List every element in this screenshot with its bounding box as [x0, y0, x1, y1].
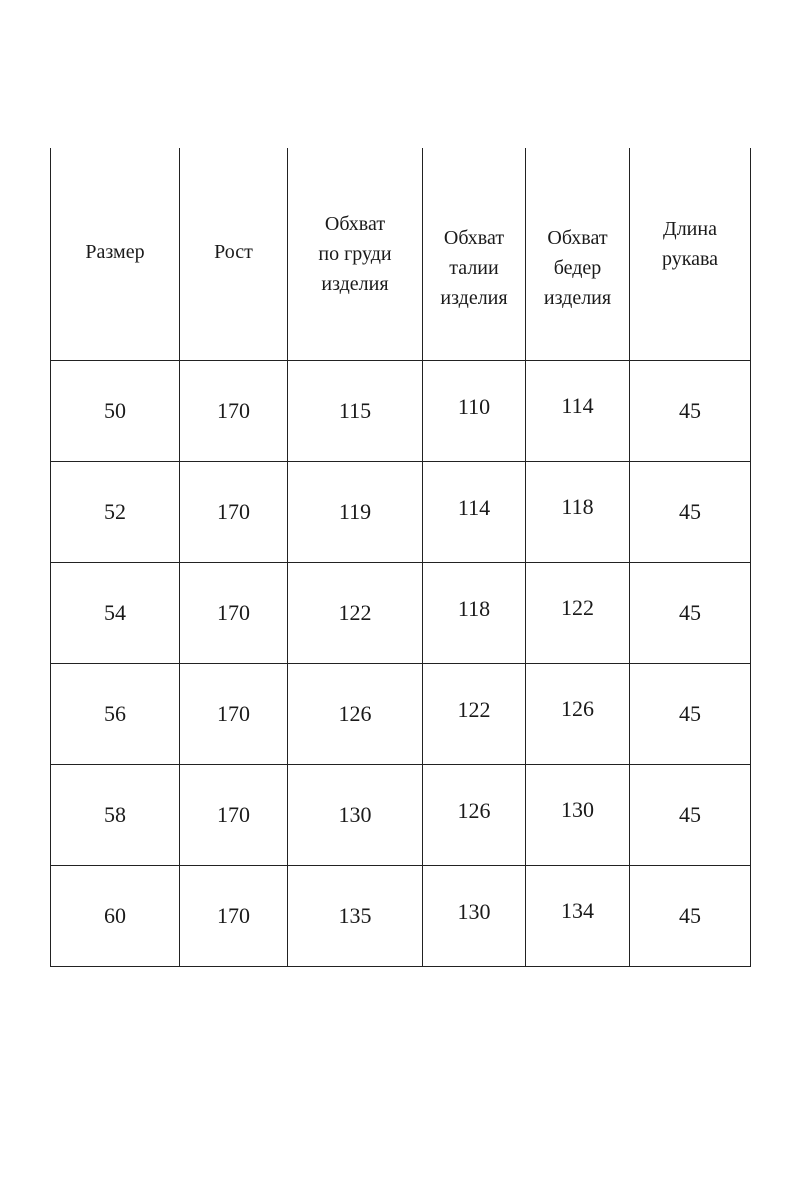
cell-value: 135 — [338, 903, 372, 928]
cell-value: 122 — [561, 595, 594, 620]
cell-chest — [288, 361, 423, 462]
table-row — [51, 563, 751, 664]
cell-value: 45 — [679, 600, 701, 625]
cell-value: 126 — [457, 798, 491, 823]
cell-value: 58 — [104, 802, 126, 827]
cell-sleeve — [630, 664, 751, 765]
cell-height — [180, 664, 288, 765]
cell-value: 45 — [679, 701, 701, 726]
cell-value: 122 — [338, 600, 372, 625]
cell-hips — [526, 765, 630, 866]
cell-value: 45 — [679, 398, 701, 423]
cell-size — [51, 765, 180, 866]
header-chest-line-1: Обхват — [324, 213, 386, 235]
header-size — [51, 148, 180, 361]
cell-chest — [288, 664, 423, 765]
cell-value: 170 — [217, 499, 250, 524]
header-sleeve — [630, 148, 751, 361]
cell-chest — [288, 462, 423, 563]
cell-value: 130 — [457, 899, 491, 924]
header-waist-line-3: изделия — [440, 287, 508, 309]
table-body — [51, 361, 751, 967]
cell-hips — [526, 664, 630, 765]
cell-height — [180, 462, 288, 563]
cell-chest — [288, 563, 423, 664]
cell-sleeve — [630, 361, 751, 462]
cell-value: 130 — [561, 797, 594, 822]
cell-value: 170 — [217, 701, 250, 726]
header-sleeve-line-1: Длина — [663, 218, 717, 240]
cell-waist — [423, 664, 526, 765]
table-header — [51, 148, 751, 361]
cell-value: 118 — [457, 596, 491, 621]
cell-value: 170 — [217, 600, 250, 625]
header-chest-line-3: изделия — [321, 273, 389, 295]
cell-value: 45 — [679, 499, 701, 524]
table-row — [51, 765, 751, 866]
cell-waist — [423, 866, 526, 967]
header-waist-line-1: Обхват — [443, 227, 505, 249]
cell-hips — [526, 462, 630, 563]
cell-sleeve — [630, 866, 751, 967]
cell-sleeve — [630, 563, 751, 664]
cell-value: 130 — [338, 802, 372, 827]
header-hips-line-1: Обхват — [547, 227, 608, 249]
cell-value: 119 — [338, 499, 372, 524]
cell-value: 126 — [561, 696, 594, 721]
header-row — [51, 148, 751, 361]
cell-waist — [423, 765, 526, 866]
cell-value: 52 — [104, 499, 126, 524]
cell-hips — [526, 866, 630, 967]
cell-value: 114 — [561, 393, 594, 418]
cell-hips — [526, 361, 630, 462]
cell-size — [51, 563, 180, 664]
cell-waist — [423, 361, 526, 462]
cell-waist — [423, 462, 526, 563]
cell-size — [51, 462, 180, 563]
cell-chest — [288, 866, 423, 967]
cell-sleeve — [630, 765, 751, 866]
header-waist-line-2: талии — [449, 257, 499, 279]
cell-height — [180, 563, 288, 664]
header-waist — [423, 148, 526, 361]
cell-chest — [288, 765, 423, 866]
cell-value: 170 — [217, 398, 250, 423]
cell-value: 126 — [338, 701, 372, 726]
cell-value: 122 — [457, 697, 491, 722]
cell-value: 118 — [561, 494, 594, 519]
cell-value: 60 — [104, 903, 126, 928]
cell-value: 170 — [217, 903, 250, 928]
table-row — [51, 866, 751, 967]
cell-value: 45 — [679, 802, 701, 827]
cell-waist — [423, 563, 526, 664]
cell-size — [51, 866, 180, 967]
size-chart-table — [50, 148, 751, 967]
cell-value: 50 — [104, 398, 126, 423]
cell-hips — [526, 563, 630, 664]
cell-value: 54 — [104, 600, 126, 625]
table-row — [51, 361, 751, 462]
cell-size — [51, 361, 180, 462]
table-row — [51, 462, 751, 563]
cell-value: 134 — [561, 898, 594, 923]
cell-value: 56 — [104, 701, 126, 726]
header-hips-line-3: изделия — [543, 287, 612, 309]
cell-sleeve — [630, 462, 751, 563]
header-height — [180, 148, 288, 361]
table-row — [51, 664, 751, 765]
header-height-line: Рост — [214, 241, 253, 263]
cell-height — [180, 866, 288, 967]
header-hips-line-2: бедер — [553, 257, 602, 279]
header-chest — [288, 148, 423, 361]
header-sleeve-line-2: рукава — [661, 248, 719, 270]
cell-size — [51, 664, 180, 765]
cell-value: 110 — [457, 394, 491, 419]
header-hips — [526, 148, 630, 361]
cell-value: 170 — [217, 802, 250, 827]
cell-value: 114 — [457, 495, 491, 520]
header-size-line: Размер — [85, 241, 145, 263]
header-chest-line-2: по груди — [318, 243, 392, 265]
cell-value: 115 — [338, 398, 372, 423]
cell-height — [180, 765, 288, 866]
cell-height — [180, 361, 288, 462]
cell-value: 45 — [679, 903, 701, 928]
